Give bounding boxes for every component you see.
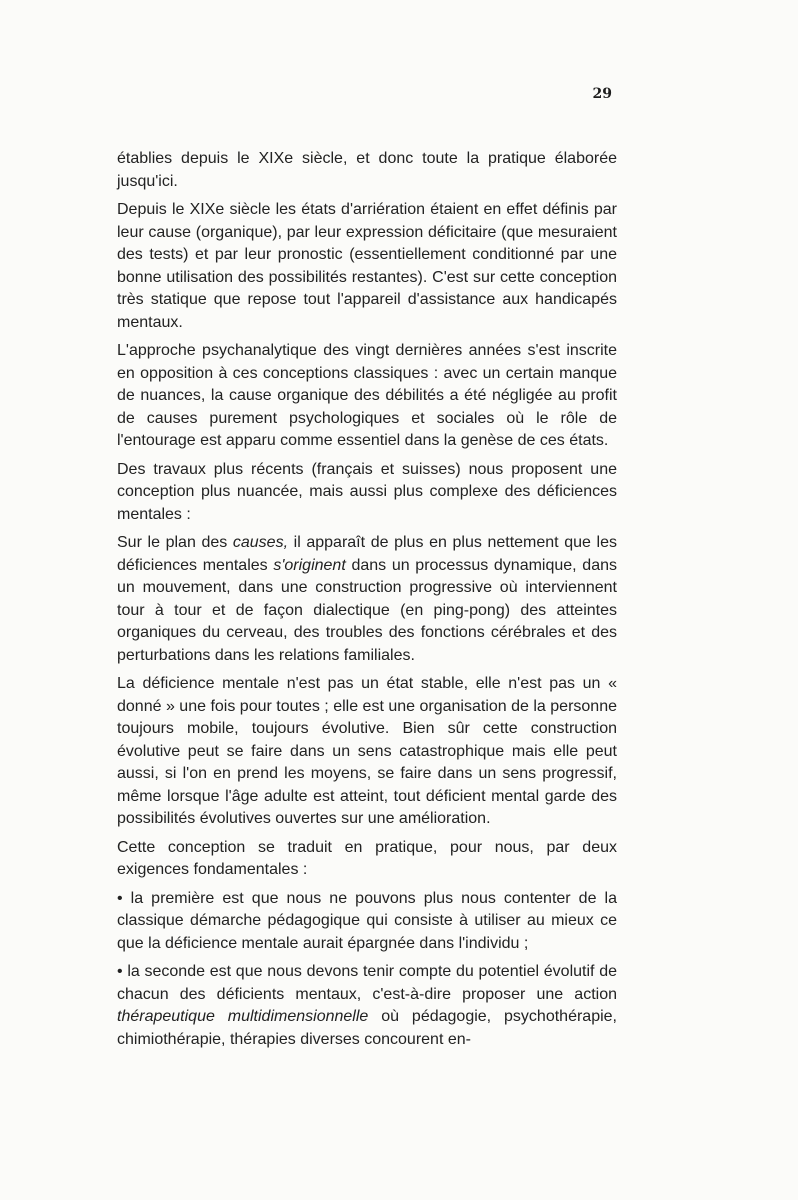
- paragraph-3: L'approche psychanalytique des vingt dernières années s'est inscrite en opposition à ces conceptions classiques : avec un certain manque de nuances, la cause organique des débilités a été négligée au profit de causes purement psychologiques et sociales où le rôle de l'entourage est apparu comme essentiel dans la genèse de ces états.: [117, 342, 617, 449]
- paragraph-4: Des travaux plus récents (français et suisses) nous proposent une conception plus nuancée, mais aussi plus complexe des déficiences mentales :: [117, 460, 617, 523]
- bullet-item-1: • la première est que nous ne pouvons plus nous contenter de la classique démarche pédagogique qui consiste à utiliser au mieux ce que la déficience mentale aurait épargnée dans l'individu ;: [117, 889, 617, 952]
- paragraph-5-part-2: il apparaît de plus en plus nettement que les déficiences mentales: [117, 534, 617, 574]
- paragraph-1: établies depuis le XIXe siècle, et donc toute la pratique élaborée jusqu'ici.: [117, 150, 617, 190]
- therapeutic-emphasis: thérapeutique multidimensionnelle: [117, 1008, 369, 1025]
- paragraph-6: La déficience mentale n'est pas un état stable, elle n'est pas un « donné » une fois pour toutes ; elle est une organisation de la personne toujours mobile, toujours évolutive. Bien sûr cette construction évolutive peut se faire dans un sens catastrophique mais elle peut aussi, si l'on en prend les moyens, se faire dans un sens progressif, même lorsque l'âge adulte est atteint, tout déficient mental garde des possibilités évolutives ouvertes sur une amélioration.: [117, 675, 617, 827]
- bullet-item-2: [117, 961, 617, 1051]
- paragraph-5: [117, 532, 617, 667]
- body-text: [117, 148, 617, 1057]
- bullet-item-2-part-2: où pédagogie, psychothérapie, chimiothérapie, thérapies diverses concourent en-: [117, 1008, 617, 1048]
- paragraph-7: Cette conception se traduit en pratique, pour nous, par deux exigences fondamentales :: [117, 838, 617, 878]
- paragraph-5-part-1: Sur le plan des: [117, 534, 233, 551]
- causes-emphasis: causes,: [232, 534, 289, 551]
- page-number: 29: [592, 86, 612, 102]
- soriginent-emphasis: s'originent: [273, 556, 346, 574]
- paragraph-2: Depuis le XIXe siècle les états d'arriération étaient en effet définis par leur cause (organique), par leur expression déficitaire (que mesuraient des tests) et par leur pronostic (essentiellement conditionné par une bonne utilisation des possibilités restantes). C'est sur cette conception très statique que repose tout l'appareil d'assistance aux handicapés mentaux.: [117, 201, 617, 331]
- paragraph-5-part-3: dans un processus dynamique, dans un mouvement, dans une construction progressive où interviennent tour à tour et de façon dialectique (en ping-pong) des atteintes organiques du cerveau, des troubles des fonctions cérébrales et des perturbations dans les relations familiales.: [117, 556, 617, 664]
- bullet-item-2-part-1: • la seconde est que nous devons tenir compte du potentiel évolutif de chacun des déficients mentaux, c'est-à-dire proposer une action: [117, 963, 617, 1003]
